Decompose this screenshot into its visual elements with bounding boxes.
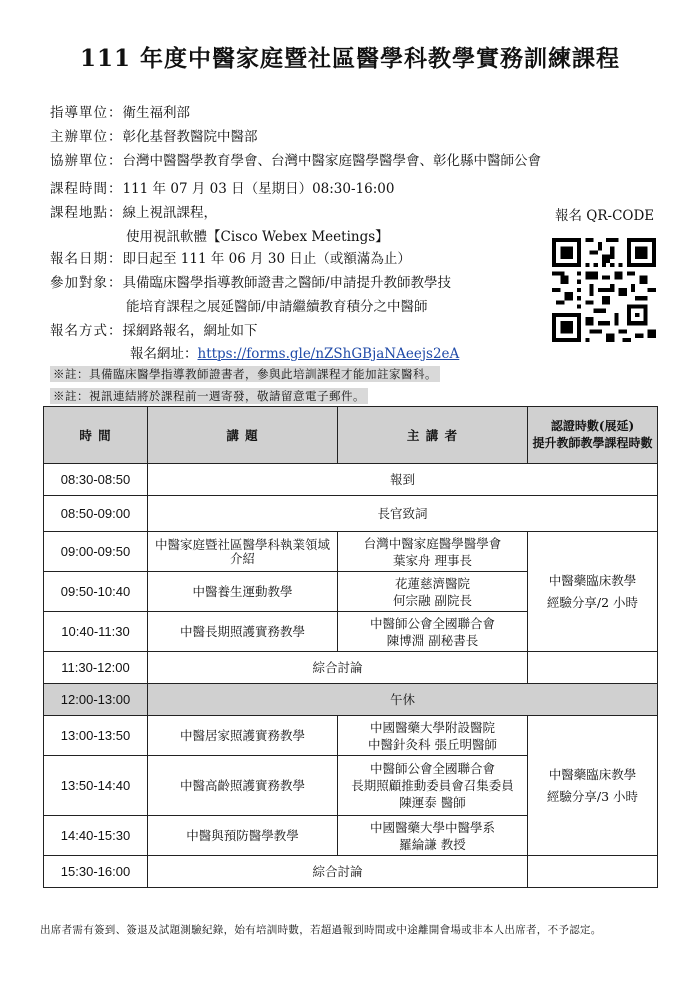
- row-topic: 中醫與預防醫學教學: [148, 816, 338, 856]
- row-span: 綜合討論: [148, 652, 528, 684]
- reg-date-label: 報名日期：: [50, 251, 123, 267]
- row-time: 10:40-11:30: [44, 612, 148, 652]
- schedule-table: [43, 406, 658, 888]
- empty-cell: [528, 652, 658, 684]
- empty-cell: [528, 856, 658, 888]
- row-time: 12:00-13:00: [44, 684, 148, 716]
- row-speaker: 中國醫藥大學附設醫院 中醫針灸科 張丘明醫師: [338, 716, 528, 756]
- row-topic: 中醫高齡照護實務教學: [148, 756, 338, 816]
- time-value: 111 年 07 月 03 日（星期日）08:30-16:00: [122, 181, 395, 197]
- table-row: [44, 652, 658, 684]
- place-label: 課程地點：: [50, 205, 123, 221]
- table-row: [44, 496, 658, 532]
- row-span: 長官致詞: [148, 496, 658, 532]
- row-span: 報到: [148, 464, 658, 496]
- table-row-lunch: [44, 684, 658, 716]
- qr-code-image[interactable]: [552, 238, 656, 342]
- header-topic: 講 題: [148, 407, 338, 464]
- note-1: ※註：具備臨床醫學指導教師證書者，參與此培訓課程才能加註家醫科。: [50, 366, 440, 382]
- info-place-2: 使用視訊軟體【Cisco Webex Meetings】: [126, 229, 389, 245]
- reg-date-value: 即日起至 111 年 06 月 30 日止（或額滿為止）: [122, 251, 411, 267]
- info-reg-date: [50, 248, 411, 270]
- guide-value: 衛生福利部: [122, 105, 190, 121]
- info-time: [50, 178, 394, 200]
- header-time: 時 間: [44, 407, 148, 464]
- target-label: 參加對象：: [50, 275, 123, 291]
- credit-afternoon: 中醫藥臨床教學 經驗分享/3 小時: [528, 716, 658, 856]
- credit-morning: 中醫藥臨床教學 經驗分享/2 小時: [528, 532, 658, 652]
- row-time: 08:50-09:00: [44, 496, 148, 532]
- info-target: [50, 272, 451, 294]
- row-time: 13:00-13:50: [44, 716, 148, 756]
- registration-link[interactable]: https://forms.gle/nZShGBjaNAeejs2eA: [197, 346, 460, 362]
- row-time: 14:40-15:30: [44, 816, 148, 856]
- row-topic: 中醫居家照護實務教學: [148, 716, 338, 756]
- host-label: 主辦單位：: [50, 129, 123, 145]
- row-time: 08:30-08:50: [44, 464, 148, 496]
- table-row: [44, 464, 658, 496]
- info-host: [50, 126, 258, 148]
- row-time: 11:30-12:00: [44, 652, 148, 684]
- qr-label: 報名 QR-CODE: [555, 208, 655, 224]
- row-speaker: 台灣中醫家庭醫學醫學會 葉家舟 理事長: [338, 532, 528, 572]
- info-guide: [50, 102, 190, 124]
- row-span: 午休: [148, 684, 658, 716]
- row-speaker: 中國醫藥大學中醫學系 羅綸謙 教授: [338, 816, 528, 856]
- co-label: 協辦單位：: [50, 153, 123, 169]
- row-speaker: 中醫師公會全國聯合會 陳博淵 副秘書長: [338, 612, 528, 652]
- info-target-2: 能培育課程之展延醫師/申請繼續教育積分之中醫師: [126, 299, 428, 315]
- place-value: 線上視訊課程，: [122, 205, 217, 221]
- row-span: 綜合討論: [148, 856, 528, 888]
- page-title: 111 年度中醫家庭暨社區醫學科教學實務訓練課程: [79, 45, 621, 72]
- method-value: 採網路報名，網址如下: [122, 323, 258, 339]
- row-time: 09:50-10:40: [44, 572, 148, 612]
- info-place: [50, 202, 217, 224]
- header-credit: 認證時數(展延) 提升教師教學課程時數: [528, 407, 658, 464]
- host-value: 彰化基督教醫院中醫部: [122, 129, 258, 145]
- url-label: 報名網址：: [130, 346, 198, 362]
- row-topic: 中醫家庭暨社區醫學科執業領域介紹: [148, 532, 338, 572]
- row-topic: 中醫養生運動教學: [148, 572, 338, 612]
- info-url: [130, 343, 459, 365]
- row-time: 15:30-16:00: [44, 856, 148, 888]
- info-method: [50, 320, 258, 342]
- co-value: 台灣中醫醫學教育學會、台灣中醫家庭醫學醫學會、彰化縣中醫師公會: [122, 153, 541, 169]
- note-2: ※註：視訊連結將於課程前一週寄發，敬請留意電子郵件。: [50, 388, 368, 404]
- row-speaker: 中醫師公會全國聯合會 長期照顧推動委員會召集委員 陳運泰 醫師: [338, 756, 528, 816]
- table-row: [44, 856, 658, 888]
- row-time: 13:50-14:40: [44, 756, 148, 816]
- table-row: [44, 716, 658, 756]
- header-speaker: 主 講 者: [338, 407, 528, 464]
- target-value: 具備臨床醫學指導教師證書之醫師/申請提升教師教學技: [122, 275, 452, 291]
- info-co: [50, 150, 541, 172]
- time-label: 課程時間：: [50, 181, 123, 197]
- method-label: 報名方式：: [50, 323, 123, 339]
- table-row: [44, 532, 658, 572]
- footer-note: 出席者需有簽到、簽退及試題測驗紀錄，始有培訓時數，若超過報到時間或中途離開會場或非本人出席者，不予認定。: [40, 924, 602, 936]
- row-topic: 中醫長期照護實務教學: [148, 612, 338, 652]
- guide-label: 指導單位：: [50, 105, 123, 121]
- table-header-row: [44, 407, 658, 464]
- row-speaker: 花蓮慈濟醫院 何宗融 副院長: [338, 572, 528, 612]
- row-time: 09:00-09:50: [44, 532, 148, 572]
